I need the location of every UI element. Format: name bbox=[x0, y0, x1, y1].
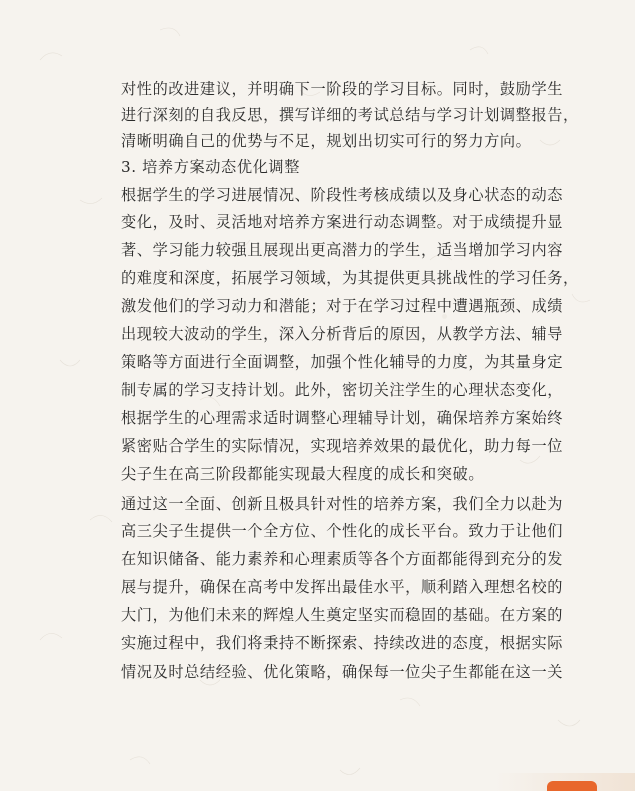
corner-accent-bar bbox=[547, 781, 597, 791]
paragraph-line: 策略等方面进行全面调整，加强个性化辅导的力度，为其量身定 bbox=[121, 353, 564, 371]
paragraph-line: 进行深刻的自我反思，撰写详细的考试总结与学习计划调整报告， bbox=[121, 106, 579, 124]
paragraph-line: 实施过程中，我们将秉持不断探索、持续改进的态度，根据实际 bbox=[121, 634, 564, 652]
paragraph-line: 在知识储备、能力素养和心理素质等各个方面都能得到充分的发 bbox=[121, 550, 564, 568]
paragraph-line: 通过这一全面、创新且极具针对性的培养方案，我们全力以赴为 bbox=[121, 495, 564, 513]
paragraph-line: 出现较大波动的学生，深入分析背后的原因，从教学方法、辅导 bbox=[121, 325, 564, 343]
paragraph-line: 著、学习能力较强且展现出更高潜力的学生，适当增加学习内容 bbox=[121, 241, 564, 259]
section-heading: 3. 培养方案动态优化调整 bbox=[121, 158, 300, 176]
paragraph-line: 紧密贴合学生的实际情况，实现培养效果的最优化，助力每一位 bbox=[121, 437, 564, 455]
paragraph-line: 展与提升，确保在高考中发挥出最佳水平，顺利踏入理想名校的 bbox=[121, 578, 564, 596]
paragraph-line: 大门，为他们未来的辉煌人生奠定坚实而稳固的基础。在方案的 bbox=[121, 606, 564, 624]
paragraph-line: 情况及时总结经验、优化策略，确保每一位尖子生都能在这一关 bbox=[121, 663, 564, 681]
paragraph-line: 对性的改进建议，并明确下一阶段的学习目标。同时，鼓励学生 bbox=[121, 80, 564, 98]
paragraph-line: 清晰明确自己的优势与不足，规划出切实可行的努力方向。 bbox=[121, 132, 532, 150]
paragraph-line: 制专属的学习支持计划。此外，密切关注学生的心理状态变化， bbox=[121, 381, 564, 399]
paragraph-line: 高三尖子生提供一个全方位、个性化的成长平台。致力于让他们 bbox=[121, 522, 564, 540]
paragraph-line: 变化，及时、灵活地对培养方案进行动态调整。对于成绩提升显 bbox=[121, 213, 564, 231]
paragraph-line: 根据学生的学习进展情况、阶段性考核成绩以及身心状态的动态 bbox=[121, 186, 564, 204]
paragraph-line: 根据学生的心理需求适时调整心理辅导计划，确保培养方案始终 bbox=[121, 409, 564, 427]
paragraph-line: 尖子生在高三阶段都能实现最大程度的成长和突破。 bbox=[121, 465, 485, 483]
paragraph-line: 激发他们的学习动力和潜能；对于在学习过程中遭遇瓶颈、成绩 bbox=[121, 297, 564, 315]
paragraph-line: 的难度和深度，拓展学习领域，为其提供更具挑战性的学习任务， bbox=[121, 269, 579, 287]
